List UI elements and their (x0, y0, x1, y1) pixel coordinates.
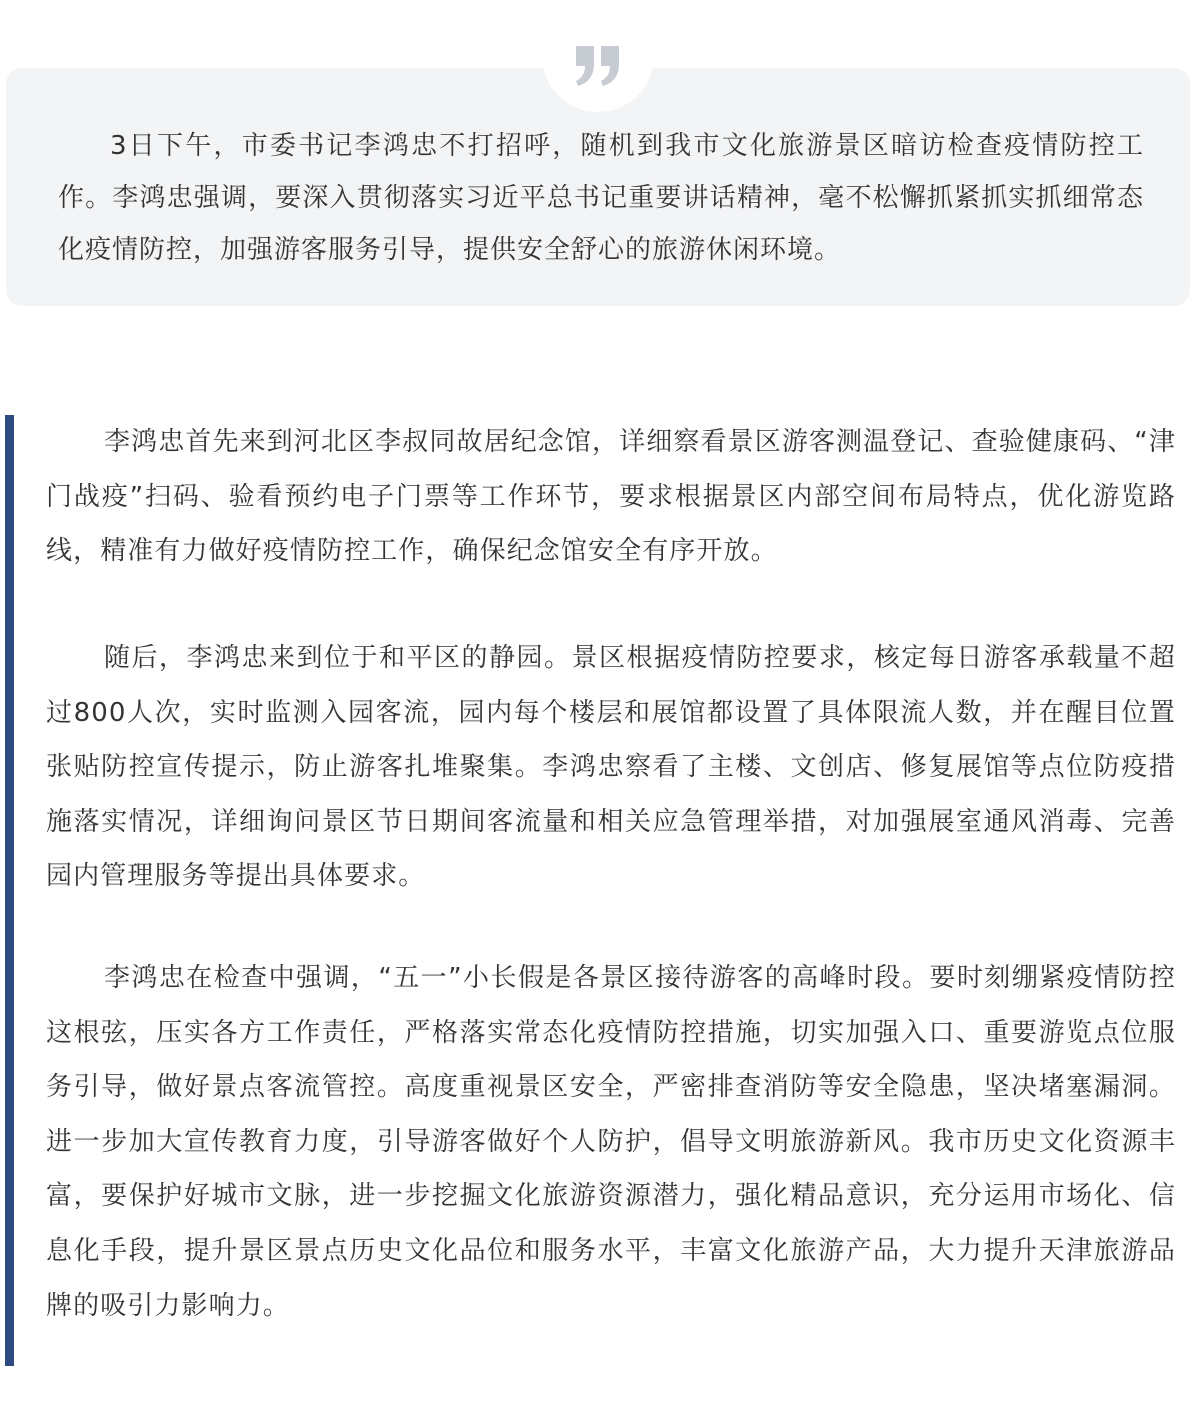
article-paragraph: 随后，李鸿忠来到位于和平区的静园。景区根据疫情防控要求，核定每日游客承载量不超过800人次，实时监测入园客流，园内每个楼层和展馆都设置了具体限流人数，并在醒目位置张贴防控宣传提示，防止游客扎堆聚集。李鸿忠察看了主楼、文创店、修复展馆等点位防疫措施落实情况，详细询问景区节日期间客流量和相关应急管理举措，对加强展室通风消毒、完善园内管理服务等提出具体要求。 (46, 643, 1176, 892)
summary-text: 3日下午，市委书记李鸿忠不打招呼，随机到我市文化旅游景区暗访检查疫情防控工作。李鸿忠强调，要深入贯彻落实习近平总书记重要讲话精神，毫不松懈抓紧抓实抓细常态化疫情防控，加强游客服务引导，提供安全舒心的旅游休闲环境。 (58, 131, 1144, 265)
closing-quote-icon (574, 46, 622, 86)
article-paragraph: 李鸿忠首先来到河北区李叔同故居纪念馆，详细察看景区游客测温登记、查验健康码、“津门战疫”扫码、验看预约电子门票等工作环节，要求根据景区内部空间布局特点，优化游览路线，精准有力做好疫情防控工作，确保纪念馆安全有序开放。 (46, 427, 1176, 567)
article-paragraph: 李鸿忠在检查中强调，“五一”小长假是各景区接待游客的高峰时段。要时刻绷紧疫情防控这根弦，压实各方工作责任，严格落实常态化疫情防控措施，切实加强入口、重要游览点位服务引导，做好景点客流管控。高度重视景区安全，严密排查消防等安全隐患，坚决堵塞漏洞。进一步加大宣传教育力度，引导游客做好个人防护，倡导文明旅游新风。我市历史文化资源丰富，要保护好城市文脉，进一步挖掘文化旅游资源潜力，强化精品意识，充分运用市场化、信息化手段，提升景区景点历史文化品位和服务水平，丰富文化旅游产品，大力提升天津旅游品牌的吸引力影响力。 (46, 963, 1176, 1321)
quote-badge (542, 0, 654, 112)
article-body (5, 415, 1196, 1366)
